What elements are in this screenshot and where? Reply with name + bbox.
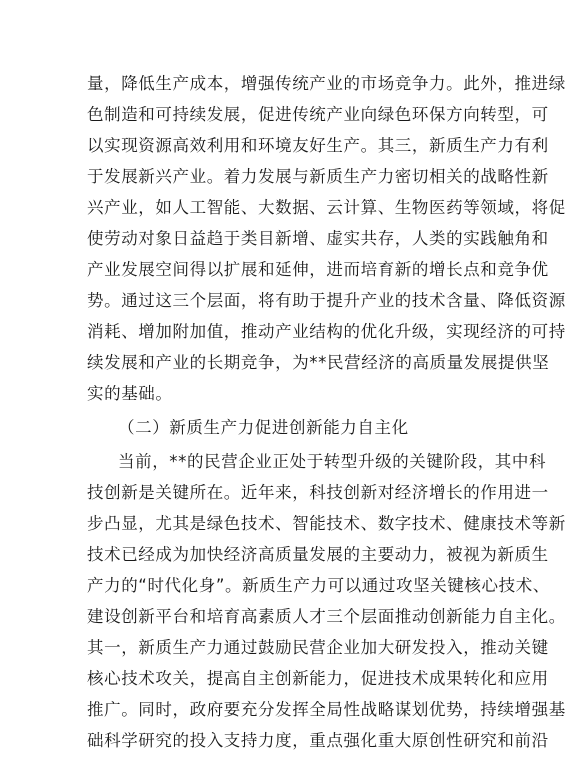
paragraph-1-line-11: 实的基础。	[87, 384, 173, 403]
paragraph-2-line-1: 当前，**的民营企业正处于转型升级的关键阶段，其中科	[118, 452, 547, 471]
paragraph-1-line-2: 色制造和可持续发展，促进传统产业向绿色环保方向转型，可	[87, 105, 549, 124]
paragraph-1-line-6: 使劳动对象日益趋于类目新增、虚实共存，人类的实践触角和	[87, 229, 549, 248]
paragraph-2-line-4: 技术已经成为加快经济高质量发展的主要动力，被视为新质生	[87, 545, 549, 564]
paragraph-2-line-3: 步凸显，尤其是绿色技术、智能技术、数字技术、健康技术等新	[87, 514, 566, 533]
paragraph-1-line-10: 续发展和产业的长期竞争，为**民营经济的高质量发展提供坚	[87, 353, 550, 372]
paragraph-1-line-1: 量，降低生产成本，增强传统产业的市场竞争力。此外，推进绿	[87, 74, 566, 93]
paragraph-1-line-9: 消耗、增加附加值，推动产业结构的优化升级，实现经济的可持	[87, 322, 566, 341]
paragraph-1-line-4: 于发展新兴产业。着力发展与新质生产力密切相关的战略性新	[87, 167, 549, 186]
paragraph-2-line-6: 建设创新平台和培育高素质人才三个层面推动创新能力自主化。	[87, 607, 566, 626]
paragraph-1-line-7: 产业发展空间得以扩展和延伸，进而培育新的增长点和竞争优	[87, 260, 549, 279]
paragraph-1-line-3: 以实现资源高效利用和环境友好生产。其三，新质生产力有利	[87, 136, 549, 155]
paragraph-2-line-7: 其一，新质生产力通过鼓励民营企业加大研发投入，推动关键	[87, 638, 549, 657]
paragraph-1-line-5: 兴产业，如人工智能、大数据、云计算、生物医药等领域，将促	[87, 198, 566, 217]
paragraph-2-line-5: 产力的“时代化身”。新质生产力可以通过攻坚关键核心技术、	[87, 576, 550, 595]
paragraph-1-line-8: 势。通过这三个层面，将有助于提升产业的技术含量、降低资源	[87, 291, 566, 310]
paragraph-2-line-8: 核心技术攻关，提高自主创新能力，促进技术成果转化和应用	[87, 669, 549, 688]
paragraph-2-line-2: 技创新是关键所在。近年来，科技创新对经济增长的作用进一	[87, 483, 549, 502]
paragraph-2-line-9: 推广。同时，政府要充分发挥全局性战略谋划优势，持续增强基	[87, 700, 566, 719]
section-heading: （二）新质生产力促进创新能力自主化	[118, 418, 409, 437]
paragraph-2-line-10: 础科学研究的投入支持力度，重点强化重大原创性研究和前沿	[87, 731, 549, 750]
